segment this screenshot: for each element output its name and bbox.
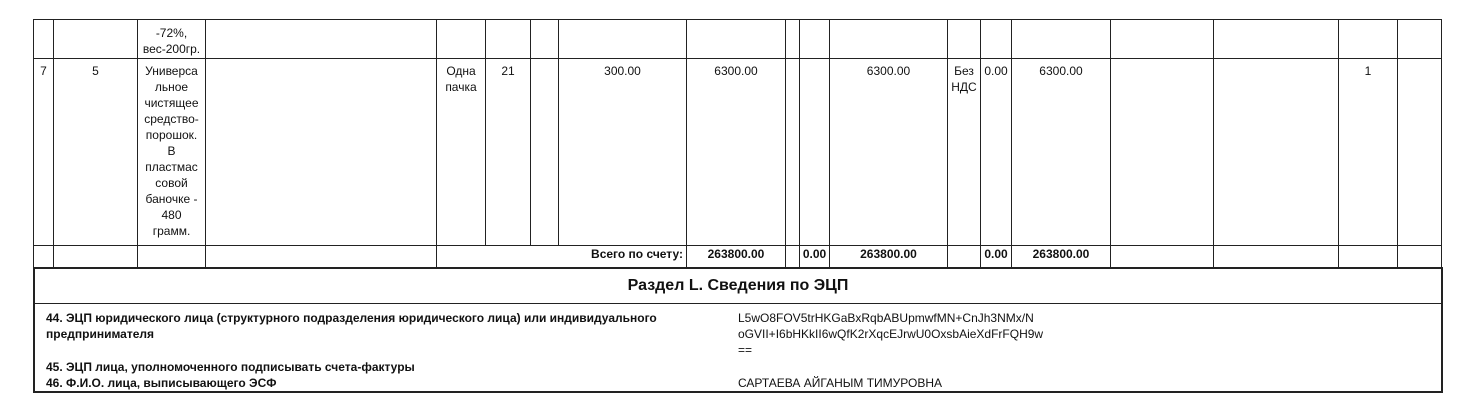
item-code: 5: [54, 59, 138, 246]
signature-line: oGVII+I6bHKkII6wQfK2rXqcEJrwU0OxsbAieXdFrFQH9w: [738, 327, 1044, 341]
invoice-sheet: [33, 19, 1441, 391]
row-number: 7: [34, 59, 54, 246]
totals-excise: 0.00: [800, 246, 830, 268]
name-line: совой: [155, 176, 188, 190]
name-line: порошок.: [145, 128, 198, 142]
signature-line: L5wO8FOV5trHKGaBxRqbABUpmwfMN+CnJh3NMx/N: [738, 311, 1034, 325]
last-column-cell: 1: [1339, 59, 1398, 246]
name-line: льное: [154, 80, 189, 94]
name-line: Универса: [145, 64, 198, 78]
totals-sum: 263800.00: [687, 246, 786, 268]
sum-total-cell: 6300.00: [830, 59, 948, 246]
unit-cell: Одна пачка: [437, 59, 486, 246]
vat-rate-cell: Без НДС: [948, 59, 981, 246]
name-line: баночке -: [145, 192, 198, 206]
name-line: грамм.: [152, 224, 191, 238]
price-cell: 300.00: [559, 59, 687, 246]
issuer-name: САРТАЕВА АЙГАНЫМ ТИМУРОВНА: [738, 376, 943, 390]
totals-vat: 0.00: [981, 246, 1012, 268]
item-name-cell: [138, 59, 206, 246]
item-45-label: 45. ЭЦП лица, уполномоченного подписывать счета-фактуры: [46, 360, 415, 374]
section-title: Раздел L. Сведения по ЭЦП: [35, 269, 1441, 304]
totals-sum-total: 263800.00: [830, 246, 948, 268]
item-44-label-cont: предпринимателя: [46, 327, 155, 341]
totals-label: Всего по счету:: [437, 246, 687, 268]
name-line: чистящее: [144, 96, 199, 110]
name-line: вес-200гр.: [142, 42, 201, 56]
table-row: [34, 20, 1442, 59]
sum-cell: 6300.00: [687, 59, 786, 246]
item-name-cell: [138, 20, 206, 59]
signature-line: ==: [738, 343, 753, 357]
name-line: В: [167, 144, 176, 158]
totals-row: [34, 246, 1442, 268]
signature-section: [33, 267, 1443, 393]
quantity-cell: 21: [486, 59, 531, 246]
name-line: 480: [161, 208, 182, 222]
item-46-label: 46. Ф.И.О. лица, выписывающего ЭСФ: [46, 376, 277, 390]
name-line: -72%,: [155, 26, 188, 40]
grand-total-cell: 6300.00: [1012, 59, 1111, 246]
table-row: [34, 59, 1442, 246]
vat-amount-cell: 0.00: [981, 59, 1012, 246]
totals-grand: 263800.00: [1012, 246, 1111, 268]
item-44-label: 44. ЭЦП юридического лица (структурного подразделения юридического лица) или индивидуального: [46, 311, 657, 325]
name-line: средство-: [144, 112, 199, 126]
name-line: пластмас: [145, 160, 198, 174]
goods-table: [33, 19, 1442, 268]
